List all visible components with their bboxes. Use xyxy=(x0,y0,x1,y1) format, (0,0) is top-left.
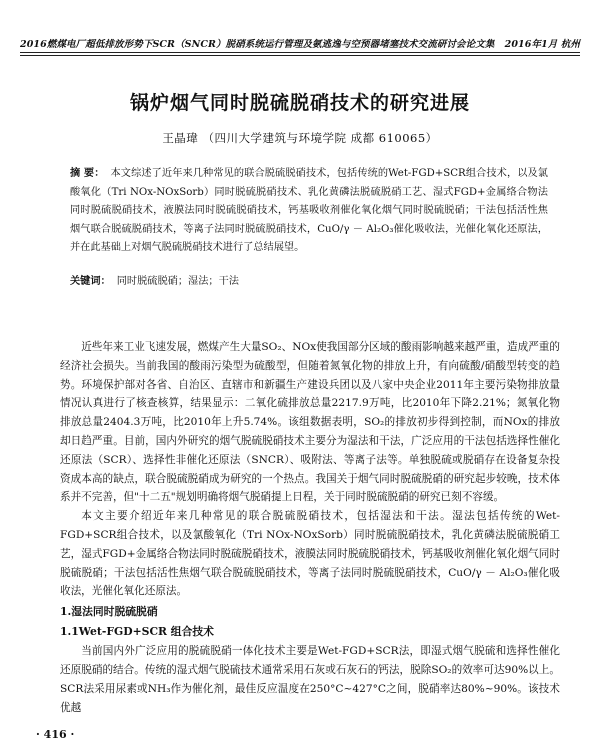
section-heading: 1.湿法同时脱硫脱硝 xyxy=(60,605,158,619)
keywords-text: 同时脱硫脱硝；湿法；干法 xyxy=(116,276,239,287)
paragraph-overview: 本文主要介绍近年来几种常见的联合脱硫脱硝技术，包括湿法和干法。湿法包括传统的Wet-FGD+SCR组合技术，以及氯酸氧化（Tri NOx-NOxSorb）同时脱硫脱硝技术，乳化黄磷法脱硫脱硝工艺，湿式FGD+金属络合物法同时脱硫脱硝技术，液膜法同时脱硫脱硝技术，钙基吸收剂催化氧化烟气同时脱硫脱硝；干法包括活性焦烟气联合脱硫脱硝技术，等离子法同时脱硫脱硝技术，CuO/γ － Al₂O₃催化吸收法，光催化氧化还原法。 xyxy=(60,510,560,598)
header-rule-thin xyxy=(20,55,580,56)
author-line: 王晶瑋 （四川大学建筑与环境学院 成都 610065） xyxy=(162,131,438,145)
keywords-label: 关键词： xyxy=(70,275,111,287)
paragraph-intro: 近些年来工业飞速发展，燃煤产生大量SO₂、NOx使我国部分区域的酸雨影响越来越严重，造成严重的经济社会损失。当前我国的酸雨污染型为硫酸型，但随着氮氧化物的排放上升，有向硫酸/硝酸型转变的趋势。环境保护部对各省、自治区、直辖市和新疆生产建设兵团以及八家中央企业2011年主要污染物排放量情况认真进行了核查核算，结果显示：二氧化硫排放总量2217.9万吨，比2010年下降2.21%；氮氧化物排放总量2404.3万吨，比2010年上升5.74%。该组数据表明，SO₂的排放初步得到控制，而NOx的排放却日趋严重。目前，国内外研究的烟气脱硫脱硝技术主要分为湿法和干法，广泛应用的干法包括选择性催化还原法（SCR）、选择性非催化还原法（SNCR）、吸附法、等离子法等。单独脱硫或脱硝存在设备复杂投资成本高的缺点，联合脱硫脱硝成为研究的一个热点。我国关于烟气同时脱硫脱硝的研究起步较晚，技术体系并不完善，但"十二五"规划明确将烟气脱硝提上日程，关于同时脱硫脱硝的研究已刻不容缓。 xyxy=(60,341,560,504)
header-date-place: 2016年1月 杭州 xyxy=(504,39,580,50)
header-rule xyxy=(20,52,580,53)
paper-title: 锅炉烟气同时脱硫脱硝技术的研究进展 xyxy=(129,92,470,114)
abstract-label: 摘 要： xyxy=(70,167,105,179)
body-text xyxy=(60,338,560,717)
running-header xyxy=(20,36,580,50)
paragraph-wetfgd-scr: 当前国内外广泛应用的脱硫脱硝一体化技术主要是Wet-FGD+SCR法，即湿式烟气脱硫和选择性催化还原脱硝的结合。传统的湿式烟气脱硫技术通常采用石灰或石灰石的钙法，脱除SO₂的效率可达90%以上。SCR法采用尿素或NH₃作为催化剂，最佳反应温度在250°C~427°C之间，脱硝率达80%~90%。该技术优越 xyxy=(60,645,560,714)
subsection-heading: 1.1Wet-FGD+SCR 组合技术 xyxy=(60,625,214,639)
abstract-text: 本文综述了近年来几种常见的联合脱硫脱硝技术，包括传统的Wet-FGD+SCR组合技术，以及氯酸氧化（Tri NOx-NOxSorb）同时脱硫脱硝技术、乳化黄磷法脱硫脱硝工艺、湿式FGD+金属络合物法同时脱硫脱硝技术，液膜法同时脱硫脱硝技术，钙基吸收剂催化氧化烟气同时脱硫脱硝；干法包括活性焦烟气联合脱硫脱硝技术，等离子法同时脱硫脱硝技术，CuO/γ － Al₂O₃催化吸收法，光催化氧化还原法，并在此基础上对烟气脱硫脱硝技术进行了总结展望。 xyxy=(70,168,548,253)
keywords xyxy=(70,272,548,291)
abstract xyxy=(70,164,548,258)
header-conference: 2016燃煤电厂超低排放形势下SCR（SNCR）脱硝系统运行管理及氨逃逸与空预器堵塞技术交流研讨会论文集 xyxy=(20,39,495,50)
page-number: · 416 · xyxy=(36,728,75,741)
